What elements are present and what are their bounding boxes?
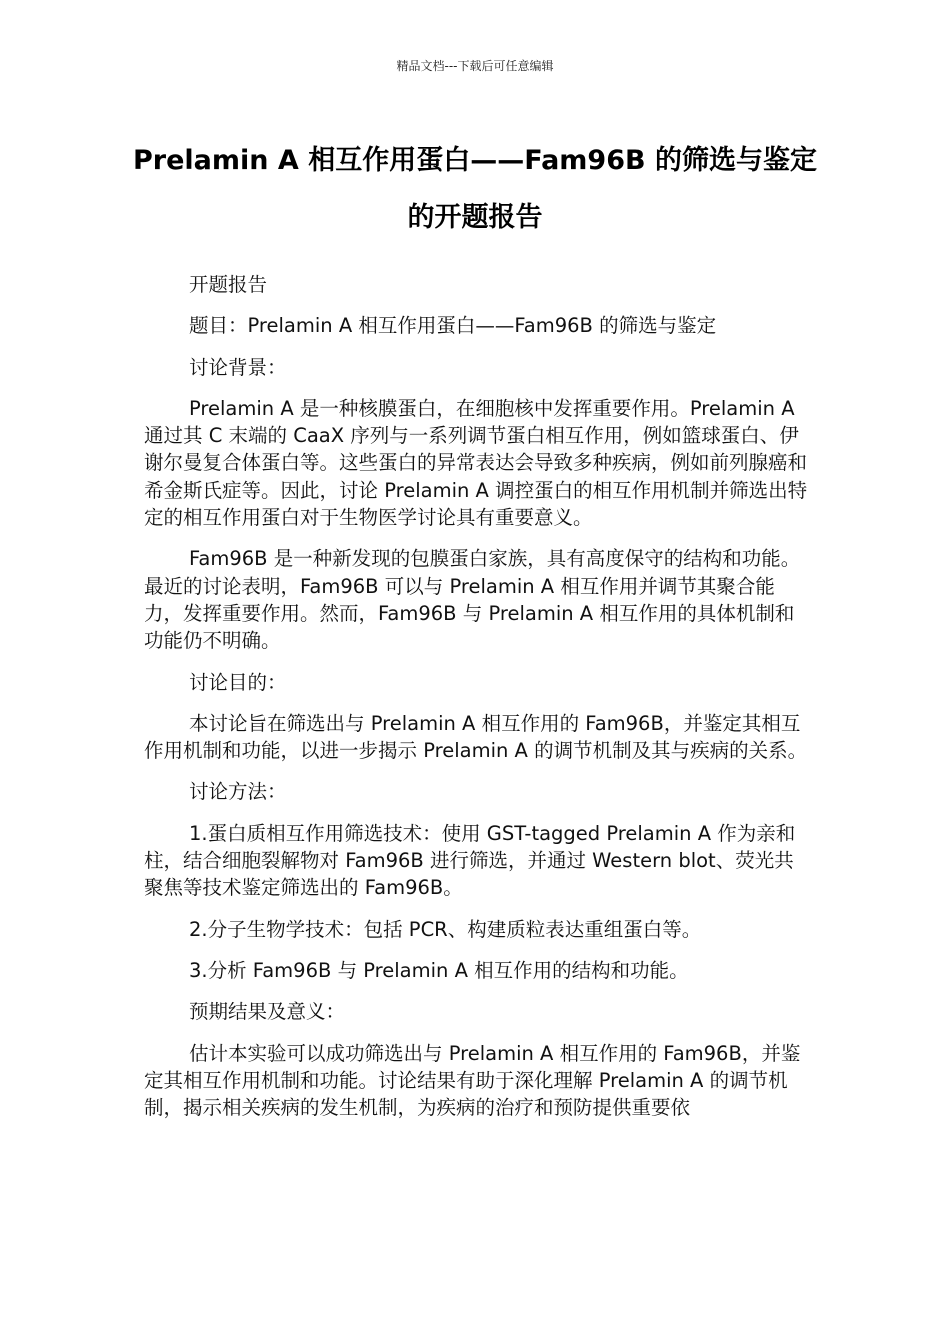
heading-background: 讨论背景： [189,355,287,379]
paragraph-purpose: 本讨论旨在筛选出与 Prelamin A 相互作用的 Fam96B，并鉴定其相互作用机制和功能，以进一步揭示 Prelamin A 的调节机制及其与疾病的关系。 [144,711,808,763]
method-item-2: 2.分子生物学技术：包括 PCR、构建质粒表达重组蛋白等。 [189,917,702,941]
document-title: Prelamin A 相互作用蛋白——Fam96B 的筛选与鉴定的开题报告 [133,145,817,233]
page-header: 精品文档---下载后可任意编辑 [396,59,554,73]
section-label-report: 开题报告 [189,273,268,296]
paragraph-background-2: Fam96B 是一种新发现的包膜蛋白家族，具有高度保守的结构和功能。最近的讨论表明，Fam96B 可以与 Prelamin A 相互作用并调节其聚合能力，发挥重要作用。然而，Fam96B 与 Prelamin A 相互作用的具体机制和功能仍不明确。 [144,547,801,653]
heading-purpose: 讨论目的： [189,670,287,694]
heading-expected-results: 预期结果及意义： [189,1000,346,1024]
topic-line: 题目：Prelamin A 相互作用蛋白——Fam96B 的筛选与鉴定 [189,314,717,338]
method-item-1: 1.蛋白质相互作用筛选技术：使用 GST-tagged Prelamin A 作为亲和柱，结合细胞裂解物对 Fam96B 进行筛选，并通过 Western blot、荧光共聚焦等技术鉴定筛选出的 Fam96B。 [144,821,796,900]
method-item-3: 3.分析 Fam96B 与 Prelamin A 相互作用的结构和功能。 [189,958,689,982]
paragraph-expected-results: 估计本实验可以成功筛选出与 Prelamin A 相互作用的 Fam96B，并鉴定其相互作用机制和功能。讨论结果有助于深化理解 Prelamin A 的调节机制，揭示相关疾病的发生机制，为疾病的治疗和预防提供重要依 [144,1041,801,1120]
paragraph-background-1: Prelamin A 是一种核膜蛋白，在细胞核中发挥重要作用。Prelamin A 通过其 C 末端的 CaaX 序列与一系列调节蛋白相互作用，例如篮球蛋白、伊谢尔曼复合体蛋白等。这些蛋白的异常表达会导致多种疾病，例如前列腺癌和希金斯氏症等。因此，讨论 Prelamin A 调控蛋白的相互作用机制并筛选出特定的相互作用蛋白对于生物医学讨论具有重要意义。 [144,396,808,530]
document-body [144,271,808,1135]
heading-methods: 讨论方法： [189,780,287,804]
